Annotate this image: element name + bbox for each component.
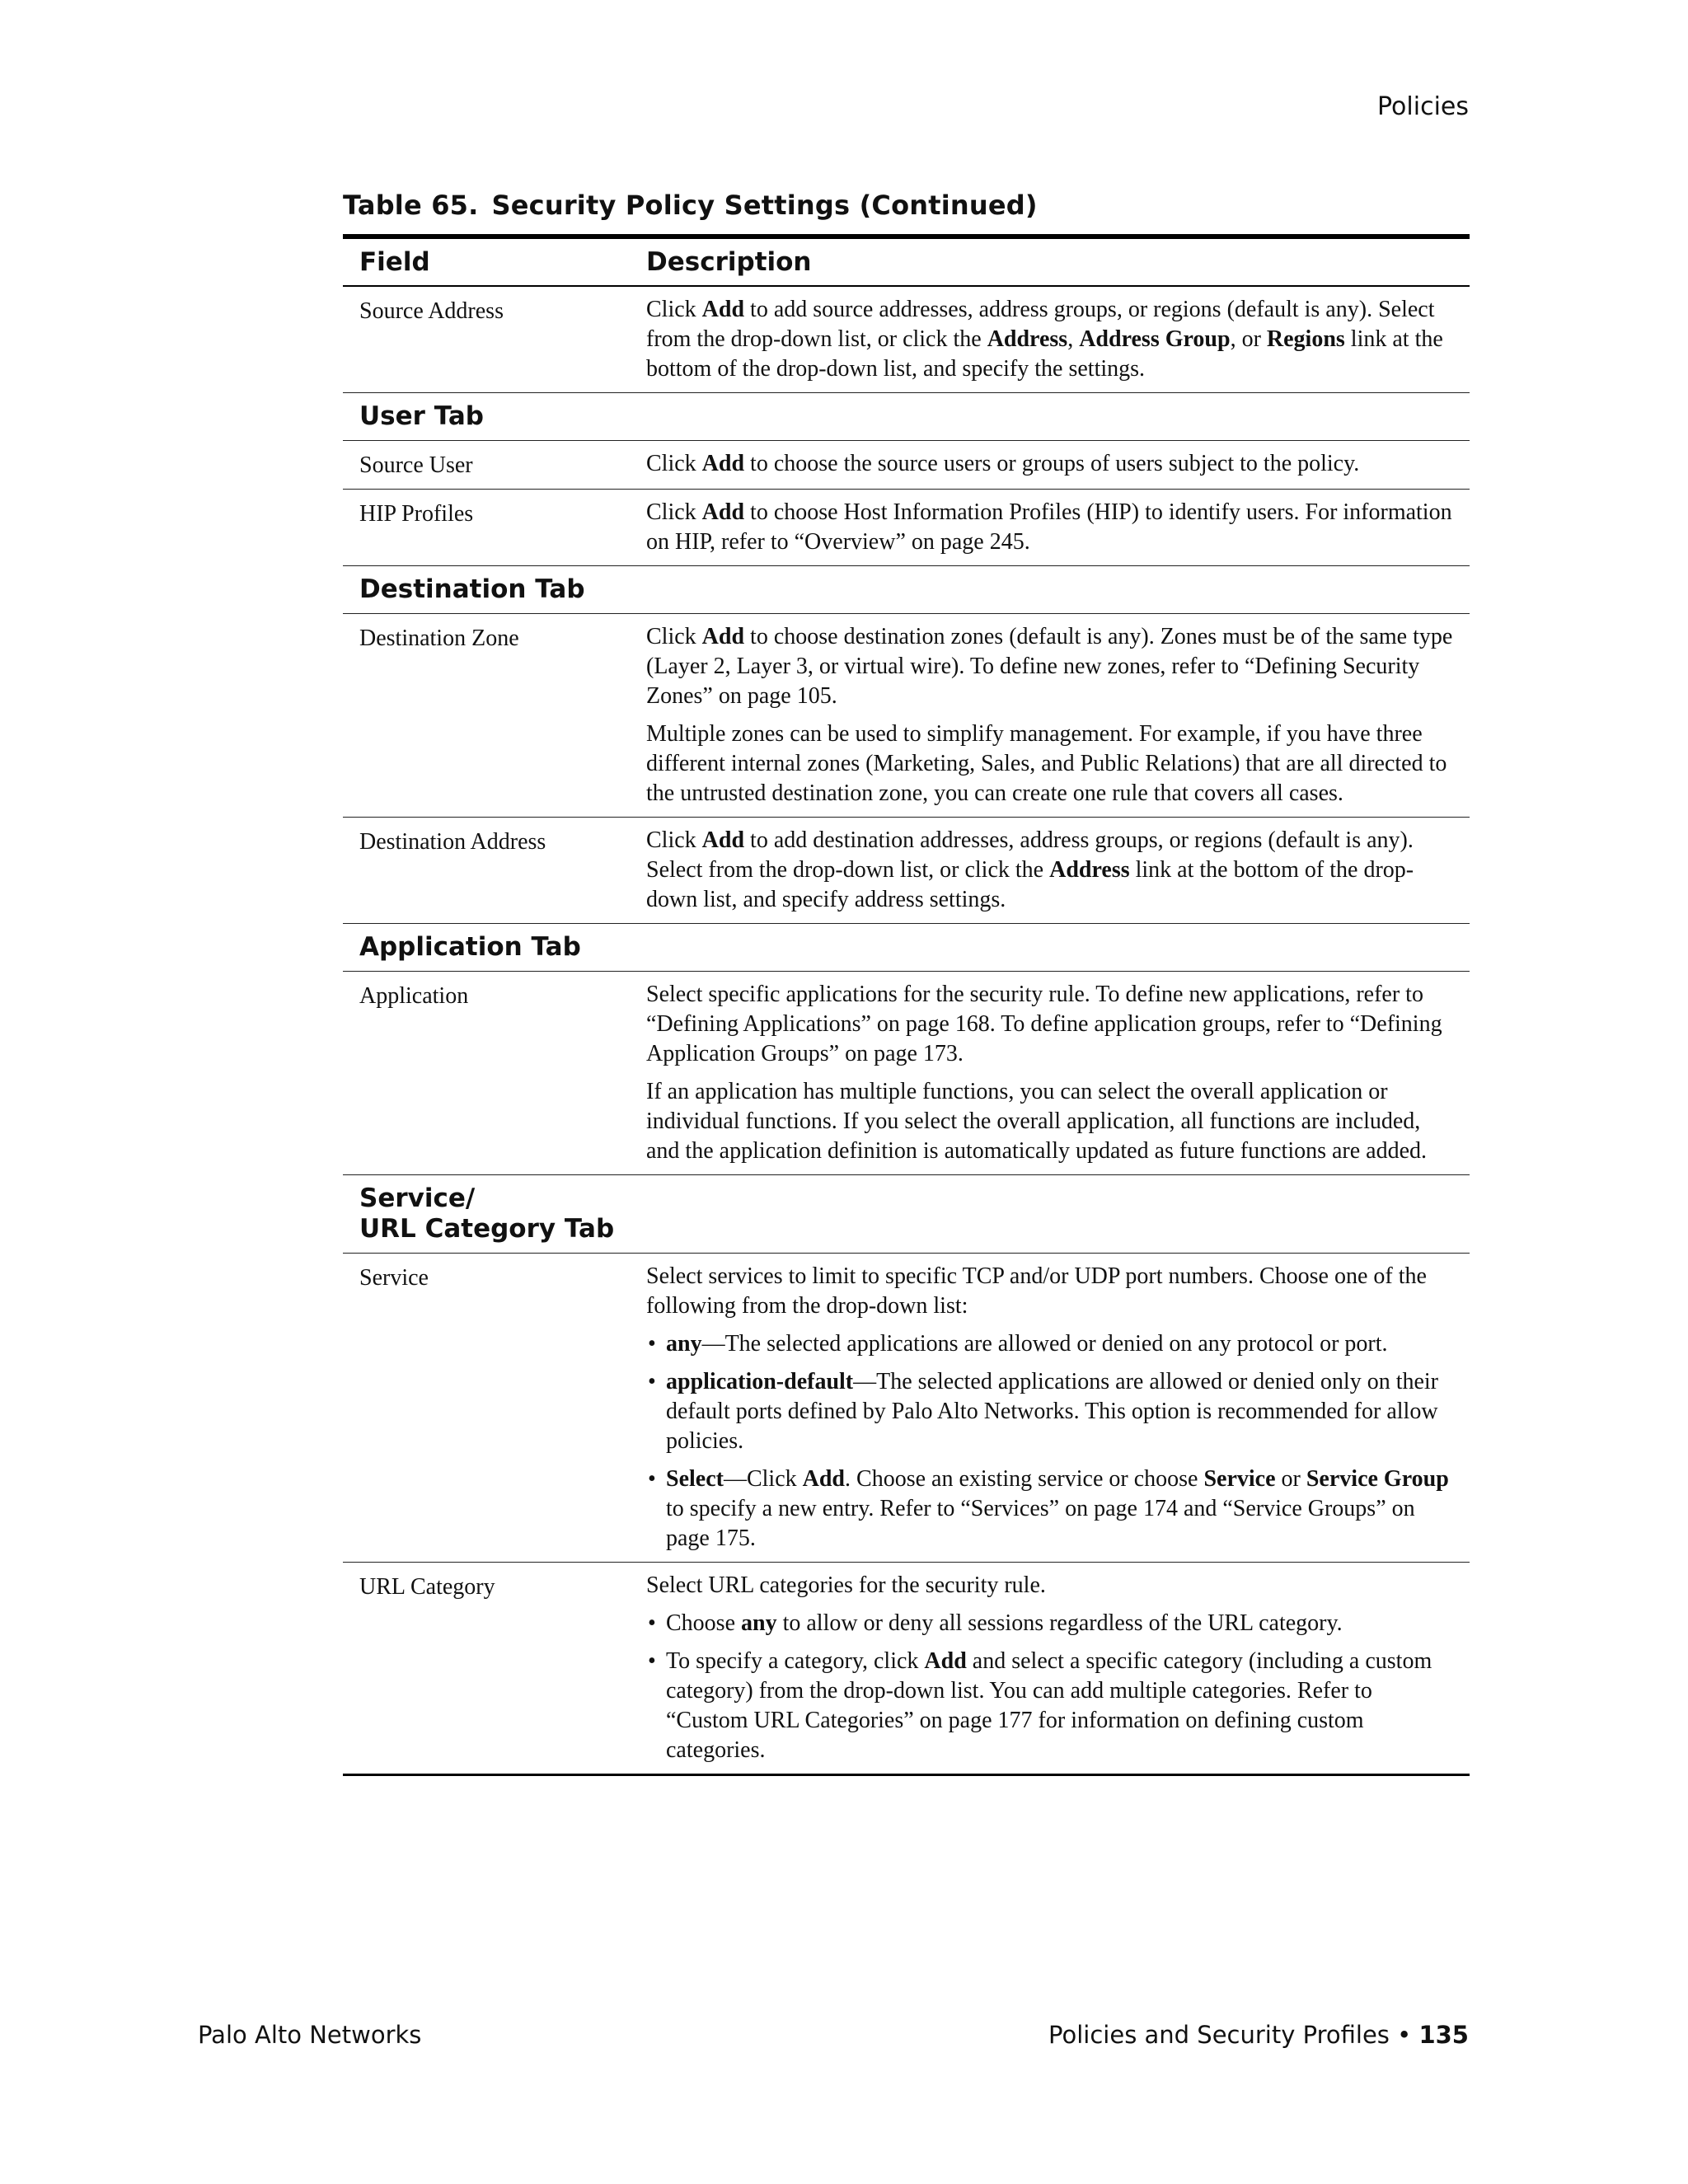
table-row-hip-profiles <box>343 490 1470 566</box>
ui-term: any <box>741 1610 777 1636</box>
field-description <box>630 972 1470 1175</box>
field-name: Service <box>359 1265 429 1291</box>
table-row-service <box>343 1254 1470 1563</box>
table-row-source-address <box>343 286 1470 393</box>
column-header-field: Field <box>359 247 430 277</box>
list-item <box>646 1647 1455 1765</box>
list-item <box>646 1367 1455 1456</box>
ui-term: any <box>666 1331 702 1357</box>
text: to choose Host Information Profiles (HIP) to identify users. For information on HIP, refer to “Overview” on page 245. <box>646 499 1452 555</box>
text: or <box>1275 1466 1306 1492</box>
section-empty-cell <box>630 924 1470 972</box>
field-name: Application <box>359 983 469 1009</box>
field-description <box>630 818 1470 924</box>
field-name: Source Address <box>359 298 504 324</box>
field-description <box>630 1563 1470 1775</box>
footer-company: Palo Alto Networks <box>198 2021 422 2049</box>
section-row-application-tab <box>343 924 1470 972</box>
field-name: HIP Profiles <box>359 501 474 527</box>
text: and select a specific category (including a custom category) from the drop-down list. You can add multiple categories. Refer to “Custom URL Categories” on page 177 for information on defining custom categories. <box>666 1648 1432 1763</box>
security-policy-settings-table <box>343 234 1470 1776</box>
ui-term: Add <box>701 827 745 853</box>
section-row-service-url-category-tab <box>343 1175 1470 1254</box>
paragraph <box>646 622 1455 711</box>
paragraph: If an application has multiple functions, you can select the overall application or individual functions. If you select the overall application, all functions are included, and the application definition is automatically updated as future functions are added. <box>646 1079 1428 1164</box>
table-row-url-category <box>343 1563 1470 1775</box>
table-row-destination-zone <box>343 614 1470 818</box>
footer-book-page <box>1048 2021 1469 2049</box>
text: —The selected applications are allowed or denied on any protocol or port. <box>701 1331 1388 1357</box>
field-description <box>630 490 1470 566</box>
field-name: URL Category <box>359 1574 495 1600</box>
text: to allow or deny all sessions regardless of the URL category. <box>776 1610 1343 1636</box>
text: —Click <box>723 1466 803 1492</box>
field-name: Destination Zone <box>359 626 519 651</box>
ui-term: Regions <box>1266 326 1345 352</box>
text: Click <box>646 827 702 853</box>
text: Click <box>646 451 702 476</box>
section-heading: Destination Tab <box>359 574 585 604</box>
section-heading-line: Service/ <box>359 1183 476 1213</box>
bullet-list <box>646 1609 1455 1765</box>
text: , <box>1067 326 1080 352</box>
field-description <box>630 614 1470 818</box>
text: . Choose an existing service or choose <box>845 1466 1204 1492</box>
text: to specify a new entry. Refer to “Services” on page 174 and “Service Groups” on page 175. <box>666 1496 1415 1551</box>
paragraph: Select URL categories for the security rule. <box>646 1572 1046 1598</box>
field-description <box>630 286 1470 393</box>
section-row-destination-tab <box>343 566 1470 614</box>
list-item <box>646 1609 1455 1638</box>
text: to add destination addresses, address groups, or regions (default is any). Select from the drop-down list, or click the <box>646 827 1414 883</box>
text: Click <box>646 624 702 649</box>
text: to choose the source users or groups of users subject to the policy. <box>744 451 1360 476</box>
ui-term: Service <box>1203 1466 1276 1492</box>
section-empty-cell <box>630 1175 1470 1254</box>
footer-book-title: Policies and Security Profiles <box>1048 2021 1390 2049</box>
section-heading <box>343 1175 630 1254</box>
table-caption-number: Table 65. <box>343 190 479 221</box>
ui-term: Add <box>924 1648 967 1674</box>
table-caption <box>343 190 1470 221</box>
text: Click <box>646 297 702 322</box>
ui-term: Select <box>666 1466 724 1492</box>
footer-bullet: • <box>1397 2021 1412 2049</box>
section-empty-cell <box>630 566 1470 614</box>
ui-term: Service Group <box>1306 1466 1449 1492</box>
paragraph: Select services to limit to specific TCP and/or UDP port numbers. Choose one of the following from the drop-down list: <box>646 1263 1427 1319</box>
text: Choose <box>666 1610 741 1636</box>
bullet-list <box>646 1329 1455 1554</box>
ui-term: Add <box>701 499 745 525</box>
text: , or <box>1230 326 1267 352</box>
table-header-row <box>343 237 1470 286</box>
text: to choose destination zones (default is any). Zones must be of the same type (Layer 2, Layer 3, or virtual wire). To define new zones, refer to “Defining Security Zones” on page 105. <box>646 624 1453 709</box>
list-item <box>646 1329 1455 1359</box>
text: link at the bottom of the drop-down list, and specify the settings. <box>646 326 1443 382</box>
ui-term: application-default <box>666 1369 854 1394</box>
text: link at the bottom of the drop-down list, and specify address settings. <box>646 857 1414 912</box>
field-name: Source User <box>359 452 473 478</box>
text: —The selected applications are allowed or denied only on their default ports defined by Palo Alto Networks. This option is recommended for allow policies. <box>666 1369 1438 1454</box>
paragraph: Multiple zones can be used to simplify management. For example, if you have three different internal zones (Marketing, Sales, and Public Relations) that are all directed to the untrusted destination zone, you can create one rule that covers all cases. <box>646 721 1447 806</box>
text: To specify a category, click <box>666 1648 925 1674</box>
ui-term: Address Group <box>1079 326 1231 352</box>
table-row-application <box>343 972 1470 1175</box>
paragraph: Select specific applications for the security rule. To define new applications, refer to “Defining Applications” on page 168. To define application groups, refer to “Defining Application Groups” on page 173. <box>646 982 1442 1066</box>
text: to add source addresses, address groups, or regions (default is any). Select from the drop-down list, or click the <box>646 297 1435 352</box>
ui-term: Address <box>987 326 1068 352</box>
field-name: Destination Address <box>359 829 546 855</box>
table-row-source-user <box>343 441 1470 490</box>
column-header-description: Description <box>646 247 812 277</box>
section-heading: User Tab <box>359 401 484 431</box>
table-caption-title: Security Policy Settings (Continued) <box>491 190 1038 221</box>
list-item <box>646 1465 1455 1554</box>
ui-term: Address <box>1049 857 1130 883</box>
ui-term: Add <box>701 297 745 322</box>
security-policy-table-container <box>343 190 1470 1776</box>
field-description <box>630 441 1470 490</box>
page-number: 135 <box>1418 2021 1469 2049</box>
section-heading: Application Tab <box>359 932 581 962</box>
ui-term: Add <box>701 624 745 649</box>
section-row-user-tab <box>343 393 1470 441</box>
section-heading-line: URL Category Tab <box>359 1214 615 1244</box>
text: Click <box>646 499 702 525</box>
running-head: Policies <box>1377 92 1469 121</box>
field-description <box>630 1254 1470 1563</box>
table-row-destination-address <box>343 818 1470 924</box>
section-empty-cell <box>630 393 1470 441</box>
ui-term: Add <box>701 451 745 476</box>
ui-term: Add <box>802 1466 846 1492</box>
